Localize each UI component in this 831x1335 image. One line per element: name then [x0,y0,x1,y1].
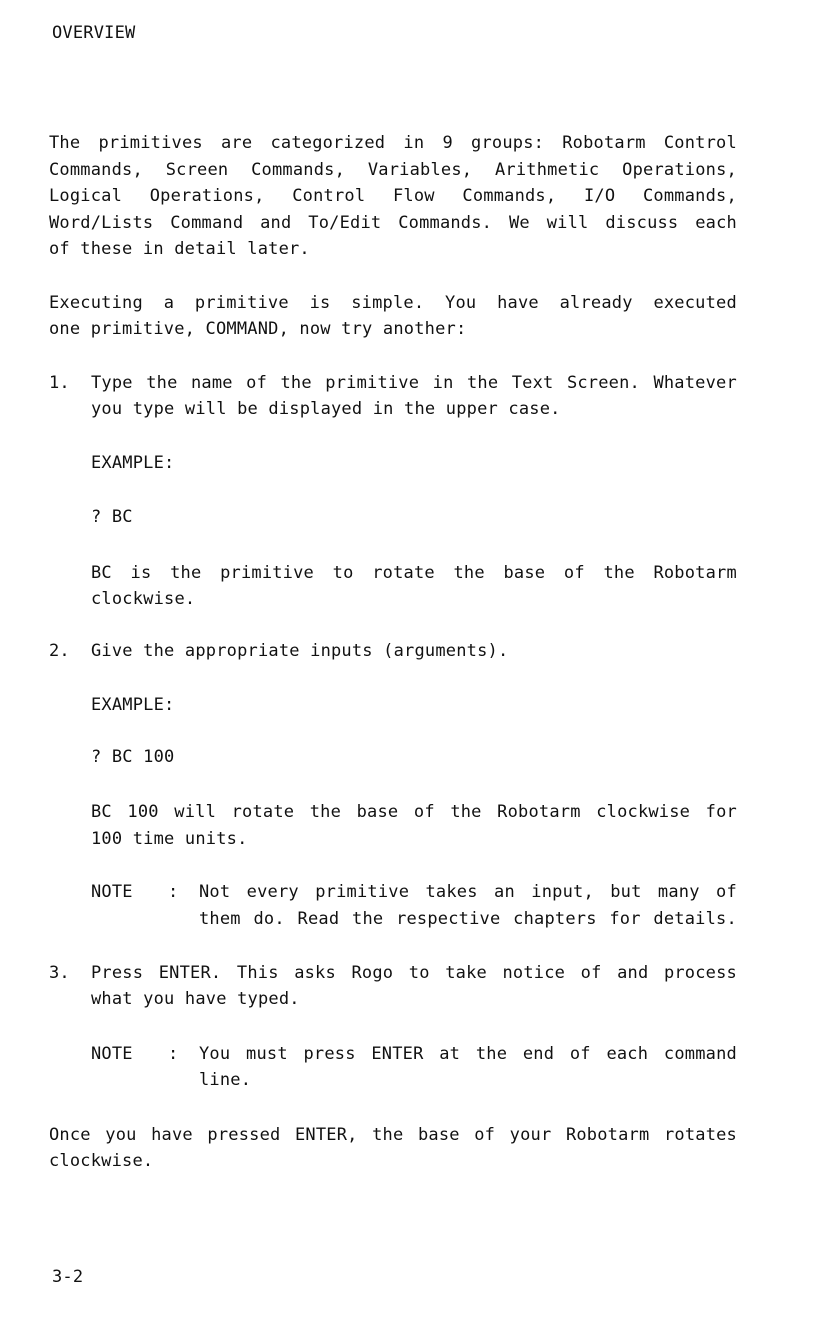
step-3-note-label: NOTE [91,1044,133,1064]
word: process [663,963,737,983]
word: Commands. [398,213,493,233]
word: primitive [194,293,289,313]
word: the [475,1044,508,1064]
word: base [417,1125,460,1145]
word: ENTER. [158,963,222,983]
word: You [199,1044,231,1064]
word: BC [91,563,112,583]
step-2-note-colon: : [168,882,179,902]
intro-line-4 [49,212,737,234]
step-1-explain-line-2: clockwise. [91,589,196,609]
word: each [606,1044,649,1064]
word: do. [253,909,285,929]
word: Once [49,1125,91,1145]
step-2-note-line-1 [199,881,737,903]
word: You [445,293,477,313]
word: of [413,802,435,822]
step-2-example-code: ? BC 100 [91,747,175,767]
step-2-explain-line-1 [91,801,737,823]
word: take [445,963,487,983]
word: BC [91,802,112,822]
word: Type [91,373,133,393]
word: primitive [315,882,410,902]
word: Executing [49,293,143,313]
word: Control [663,133,737,153]
word: of [246,373,268,393]
word: already [559,293,633,313]
word: each [695,213,737,233]
step-1-example-label: EXAMPLE: [91,453,175,473]
word: the [309,802,342,822]
word: of [563,563,585,583]
word: command [663,1044,737,1064]
closing-line-1 [49,1124,737,1146]
word: are [220,133,253,153]
word: rotates [663,1125,737,1145]
word: rotate [231,802,295,822]
word: groups: [471,133,545,153]
word: the [280,373,312,393]
step-2-note-line-2 [199,908,737,930]
word: the [372,1125,404,1145]
word: Operations, [622,160,737,180]
word: Commands, [462,186,557,206]
word: Screen [165,160,229,180]
word: and [617,963,649,983]
step-3-line-1 [91,962,737,984]
word: Control [292,186,366,206]
word: Operations, [149,186,265,206]
word: Word/Lists [49,213,154,233]
word: Commands, [643,186,737,206]
word: input, [531,882,594,902]
word: of [580,963,602,983]
word: is [309,293,331,313]
step-2-example-label: EXAMPLE: [91,695,175,715]
word: asks [294,963,336,983]
word: primitive [220,563,314,583]
word: at [439,1044,461,1064]
step-1-number: 1. [49,373,70,393]
word: of [716,882,737,902]
word: Arithmetic [495,160,600,180]
word: details. [653,909,737,929]
executing-line-1 [49,292,737,314]
word: Commands, [251,160,346,180]
step-3-note-colon: : [168,1044,179,1064]
word: Robotarm [653,563,737,583]
word: every [246,882,299,902]
word: for [705,802,737,822]
word: the [146,373,178,393]
word: you [105,1125,137,1145]
word: many [657,882,700,902]
intro-line-3 [49,185,737,207]
word: in [432,373,454,393]
word: We [508,213,530,233]
word: Commands, [49,160,143,180]
word: ENTER [371,1044,424,1064]
step-2-number: 2. [49,641,70,661]
word: notice [502,963,566,983]
word: have [151,1125,193,1145]
word: must [246,1044,288,1064]
word: your [509,1125,552,1145]
word: categorized [270,133,386,153]
word: Screen. [566,373,640,393]
word: This [236,963,279,983]
word: discuss [605,213,679,233]
word: Whatever [653,373,737,393]
word: To/Edit [308,213,382,233]
word: Text [511,373,554,393]
word: name [190,373,233,393]
word: for [609,909,641,929]
word: ENTER, [294,1125,358,1145]
word: Not [199,882,231,902]
word: pressed [207,1125,281,1145]
intro-line-2 [49,159,737,181]
step-2-line-1: Give the appropriate inputs (arguments). [91,641,509,661]
word: and [260,213,292,233]
word: of [569,1044,591,1064]
intro-line-1 [49,132,737,154]
word: Robotarm [565,1125,650,1145]
word: press [303,1044,356,1064]
word: Variables, [367,160,473,180]
word: the [453,563,485,583]
word: is [130,563,152,583]
word: to [332,563,354,583]
step-3-note-line-1 [199,1043,737,1065]
page-title: OVERVIEW [52,23,136,43]
word: clockwise [596,802,691,822]
word: takes [425,882,478,902]
step-2-explain-line-2: 100 time units. [91,829,248,849]
intro-line-5: of these in detail later. [49,239,310,259]
word: The [49,133,81,153]
word: Logical [49,186,123,206]
word: Robotarm [497,802,581,822]
executing-line-2: one primitive, COMMAND, now try another: [49,319,467,339]
step-1-explain-line-1 [91,562,737,584]
word: the [450,802,482,822]
word: simple. [351,293,425,313]
word: base [356,802,399,822]
word: Rogo [351,963,394,983]
word: primitives [98,133,203,153]
word: Command [170,213,244,233]
step-3-note-line-2: line. [199,1070,252,1090]
word: respective [396,909,501,929]
word: a [163,293,175,313]
step-3-number: 3. [49,963,70,983]
page-number: 3-2 [52,1267,84,1287]
step-1-example-code: ? BC [91,507,133,527]
word: will [174,802,217,822]
step-1-line-2: you type will be displayed in the upper case. [91,399,561,419]
step-1-line-1 [91,372,737,394]
word: have [497,293,539,313]
word: Flow [392,186,435,206]
word: the [466,373,499,393]
word: Read [297,909,340,929]
word: Robotarm [562,133,646,153]
step-3-line-2: what you have typed. [91,989,300,1009]
word: Press [91,963,144,983]
word: the [352,909,384,929]
word: base [503,563,546,583]
word: an [494,882,515,902]
word: in [403,133,425,153]
word: I/O [584,186,616,206]
word: primitive [325,373,420,393]
word: will [546,213,589,233]
word: but [610,882,642,902]
word: rotate [372,563,435,583]
word: end [522,1044,555,1064]
word: them [199,909,241,929]
word: 9 [442,133,453,153]
word: executed [653,293,737,313]
word: 100 [127,802,159,822]
word: chapters [513,909,597,929]
word: to [408,963,430,983]
word: the [603,563,635,583]
step-2-note-label: NOTE [91,882,133,902]
closing-line-2: clockwise. [49,1151,154,1171]
word: of [474,1125,496,1145]
word: the [170,563,202,583]
